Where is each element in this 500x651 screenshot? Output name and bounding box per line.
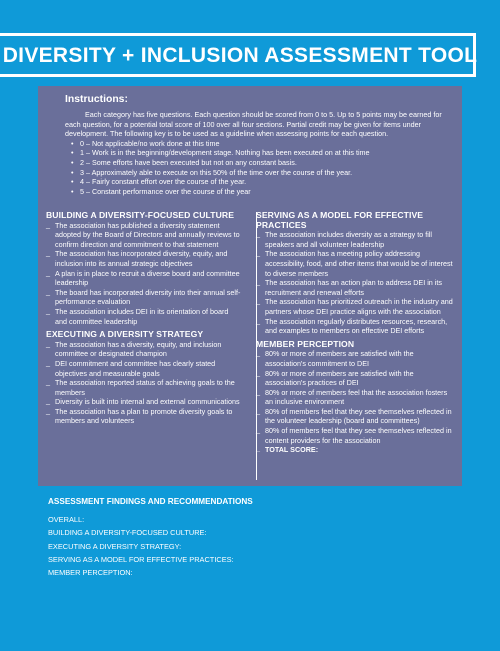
section-heading-perception: MEMBER PERCEPTION xyxy=(256,338,355,349)
assessment-item[interactable]: _ 80% of members feel that they see themselves reflected in the volunteer leadership (board and committees) xyxy=(256,407,456,426)
assessment-item[interactable]: _ 80% or more of members feel that the association fosters an inclusive environment xyxy=(256,388,456,407)
finding-line[interactable]: MEMBER PERCEPTION: xyxy=(48,568,133,578)
perception-items xyxy=(256,349,456,455)
page-title: DIVERSITY + INCLUSION ASSESSMENT TOOL xyxy=(2,44,478,67)
assessment-item[interactable]: _ Diversity is built into internal and external communications xyxy=(46,397,242,407)
left-column xyxy=(46,211,242,430)
assessment-item[interactable]: _ A plan is in place to recruit a diverse board and committee leadership xyxy=(46,269,242,288)
instructions-paragraph: Each category has five questions. Each question should be scored from 0 to 5. Up to 5 points may be earned for each question, for a potential total score of 100 over all four sections. Partial credit may be given for items under development. The following key is to be used as a guideline when assessing points for each question. xyxy=(65,110,442,139)
finding-line[interactable]: EXECUTING A DIVERSITY STRATEGY: xyxy=(48,541,182,551)
instructions xyxy=(65,94,449,196)
assessment-item[interactable]: _ 80% of members feel that they see themselves reflected in content providers for the association xyxy=(256,426,456,445)
findings-heading: ASSESSMENT FINDINGS AND RECOMMENDATIONS xyxy=(48,497,253,506)
right-column xyxy=(256,211,456,459)
key-item: • 5 – Constant performance over the course of the year xyxy=(71,187,449,197)
assessment-item[interactable]: _ The association includes diversity as a strategy to fill speakers and all volunteer leadership xyxy=(256,230,456,249)
key-item: • 4 – Fairly constant effort over the course of the year. xyxy=(71,177,449,187)
key-item: • 2 – Some efforts have been executed but not on any constant basis. xyxy=(71,158,449,168)
section-heading-culture: BUILDING A DIVERSITY-FOCUSED CULTURE xyxy=(46,210,235,220)
assessment-item[interactable]: _ The association has prioritized outreach in the industry and partners whose DEI practice aligns with the association xyxy=(256,297,456,316)
instructions-heading: Instructions: xyxy=(65,94,128,105)
finding-line[interactable]: SERVING AS A MODEL FOR EFFECTIVE PRACTICES: xyxy=(48,554,234,564)
strategy-items xyxy=(46,340,242,426)
assessment-panel xyxy=(38,86,462,486)
assessment-item[interactable]: _ The association regularly distributes resources, research, and examples to members on effective DEI efforts xyxy=(256,317,456,336)
assessment-item[interactable]: _ The association has incorporated diversity, equity, and inclusion into its annual strategic objectives xyxy=(46,249,242,268)
assessment-item[interactable]: _ The association has published a diversity statement adopted by the Board of Directors and annually reviews to confirm direction and commitment to that statement xyxy=(46,221,242,250)
finding-line[interactable]: OVERALL: xyxy=(48,515,85,524)
key-item: • 1 – Work is in the beginning/development stage. Nothing has been executed on at this time xyxy=(71,148,449,158)
key-item: • 0 – Not applicable/no work done at this time xyxy=(71,139,449,149)
assessment-item[interactable]: _ The association reported status of achieving goals to the members xyxy=(46,378,242,397)
section-heading-strategy: EXECUTING A DIVERSITY STRATEGY xyxy=(46,329,204,340)
model-items xyxy=(256,230,456,336)
assessment-item[interactable]: _ DEI commitment and committee has clearly stated objectives and measurable goals xyxy=(46,359,242,378)
assessment-item[interactable]: _ The association has a plan to promote diversity goals to members and volunteers xyxy=(46,407,242,426)
assessment-item[interactable]: _ The association has a meeting policy addressing accessibility, food, and other items that would be of interest to diverse members xyxy=(256,249,456,278)
assessment-item[interactable]: _ 80% or more of members are satisfied with the association's commitment to DEI xyxy=(256,349,456,368)
assessment-item[interactable]: _ The association has an action plan to address DEI in its recruitment and renewal efforts xyxy=(256,278,456,297)
assessment-item[interactable]: _ The association has a diversity, equity, and inclusion committee or designated champion xyxy=(46,340,242,359)
section-heading-model: SERVING AS A MODEL FOR EFFECTIVE PRACTICES xyxy=(256,210,424,230)
assessment-item[interactable]: _ The association includes DEI in its orientation of board and committee leadership xyxy=(46,307,242,326)
assessment-item[interactable]: _ 80% or more of members are satisfied with the association's practices of DEI xyxy=(256,369,456,388)
findings-section xyxy=(48,496,468,579)
assessment-item[interactable]: _ The board has incorporated diversity into their annual self-performance evaluation xyxy=(46,288,242,307)
scoring-key xyxy=(71,139,449,197)
culture-items xyxy=(46,221,242,327)
finding-line[interactable]: BUILDING A DIVERSITY-FOCUSED CULTURE: xyxy=(48,528,207,538)
key-item: • 3 – Approximately able to execute on this 50% of the time over the course of the year. xyxy=(71,168,449,178)
total-score[interactable]: _ TOTAL SCORE: xyxy=(256,445,456,455)
